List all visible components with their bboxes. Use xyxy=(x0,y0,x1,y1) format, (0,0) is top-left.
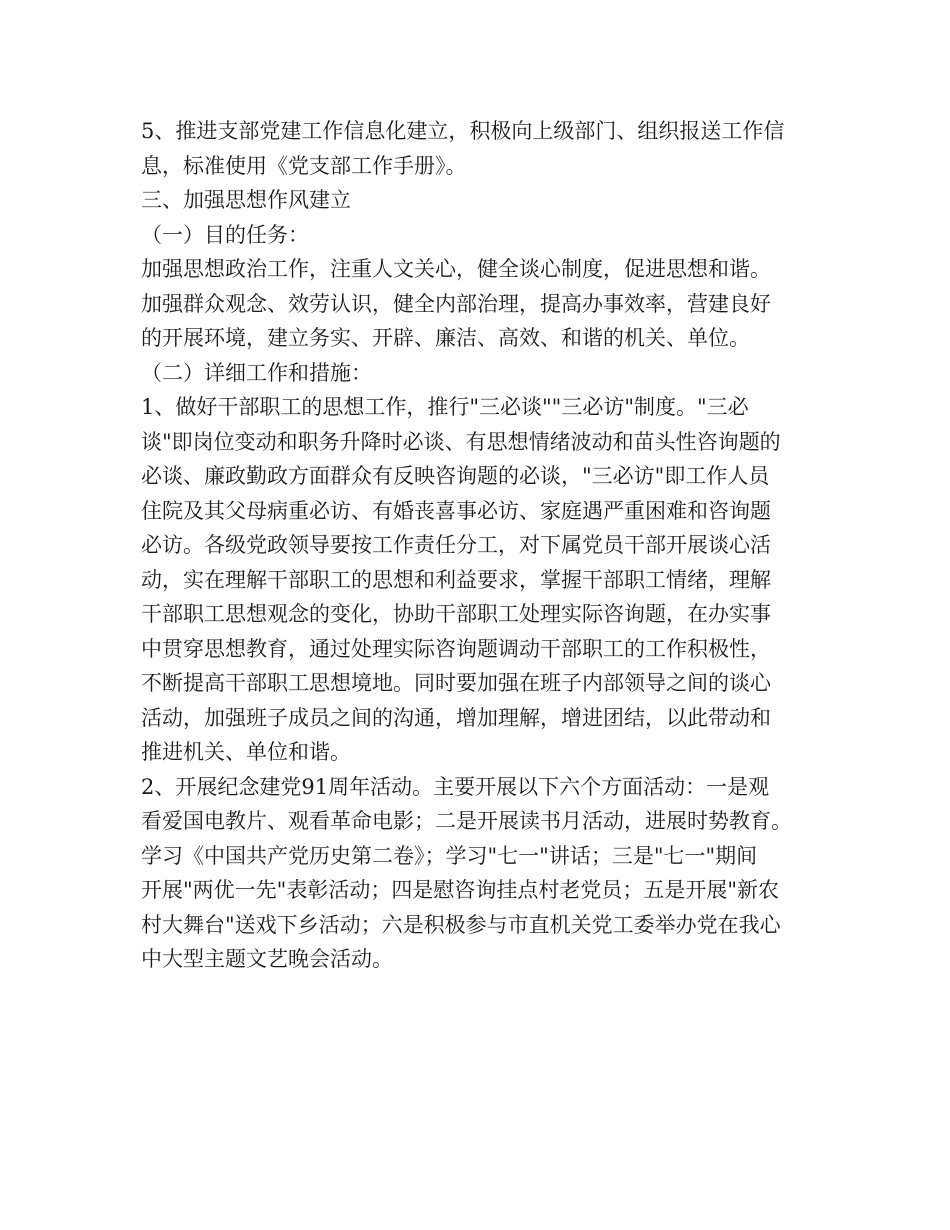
text-line: 1、做好干部职工的思想工作，推行"三必谈""三必访"制度。"三必 xyxy=(141,395,749,419)
text-line: 不断提高干部职工思想境地。同时要加强在班子内部领导之间的谈心 xyxy=(141,671,771,695)
text-line: 2、开展纪念建党91周年活动。主要开展以下六个方面活动：一是观 xyxy=(141,774,770,799)
text-line: 开展"两优一先"表彰活动；四是慰咨询挂点村老党员；五是开展"新农 xyxy=(141,878,779,902)
text-line: 看爱国电教片、观看革命电影；二是开展读书月活动，进展时势教育。 xyxy=(141,809,792,833)
text-line: 加强群众观念、效劳认识，健全内部治理，提高办事效率，营建良好 xyxy=(141,291,771,316)
text-line: 动，实在理解干部职工的思想和利益要求，掌握干部职工情绪，理解 xyxy=(141,567,771,592)
text-line: 村大舞台"送戏下乡活动；六是积极参与市直机关党工委举办党在我心 xyxy=(141,912,781,937)
text-line: 学习《中国共产党历史第二卷》；学习"七一"讲话；三是"七一"期间 xyxy=(141,843,758,868)
text-line: 息，标准使用《党支部工作手册》。 xyxy=(141,153,467,178)
text-line: 谈"即岗位变动和职务升降时必谈、有思想情绪波动和苗头性咨询题的 xyxy=(141,429,781,454)
text-line: 中大型主题文艺晚会活动。 xyxy=(141,947,393,971)
body-text xyxy=(141,114,841,977)
text-line: 住院及其父母病重必访、有婚丧喜事必访、家庭遇严重困难和咨询题 xyxy=(141,498,771,523)
text-line: 必谈、廉政勤政方面群众有反映咨询题的必谈，"三必访"即工作人员 xyxy=(141,464,770,488)
text-line: 干部职工思想观念的变化，协助干部职工处理实际咨询题，在办实事 xyxy=(141,602,771,626)
subsection-heading: （二）详细工作和措施： xyxy=(141,360,372,385)
section-heading: 三、加强思想作风建立 xyxy=(141,188,351,212)
text-line: 加强思想政治工作，注重人文关心，健全谈心制度，促进思想和谐。 xyxy=(141,257,771,281)
subsection-heading: （一）目的任务： xyxy=(141,222,309,247)
text-line: 活动，加强班子成员之间的沟通，增加理解，增进团结，以此带动和 xyxy=(141,705,771,730)
text-line: 的开展环境，建立务实、开辟、廉洁、高效、和谐的机关、单位。 xyxy=(141,326,750,350)
text-line: 中贯穿思想教育，通过处理实际咨询题调动干部职工的工作积极性， xyxy=(141,636,771,661)
text-line: 必访。各级党政领导要按工作责任分工，对下属党员干部开展谈心活 xyxy=(141,533,771,557)
text-line: 5、推进支部党建工作信息化建立，积极向上级部门、组织报送工作信 xyxy=(141,119,785,143)
text-line: 推进机关、单位和谐。 xyxy=(141,740,351,764)
